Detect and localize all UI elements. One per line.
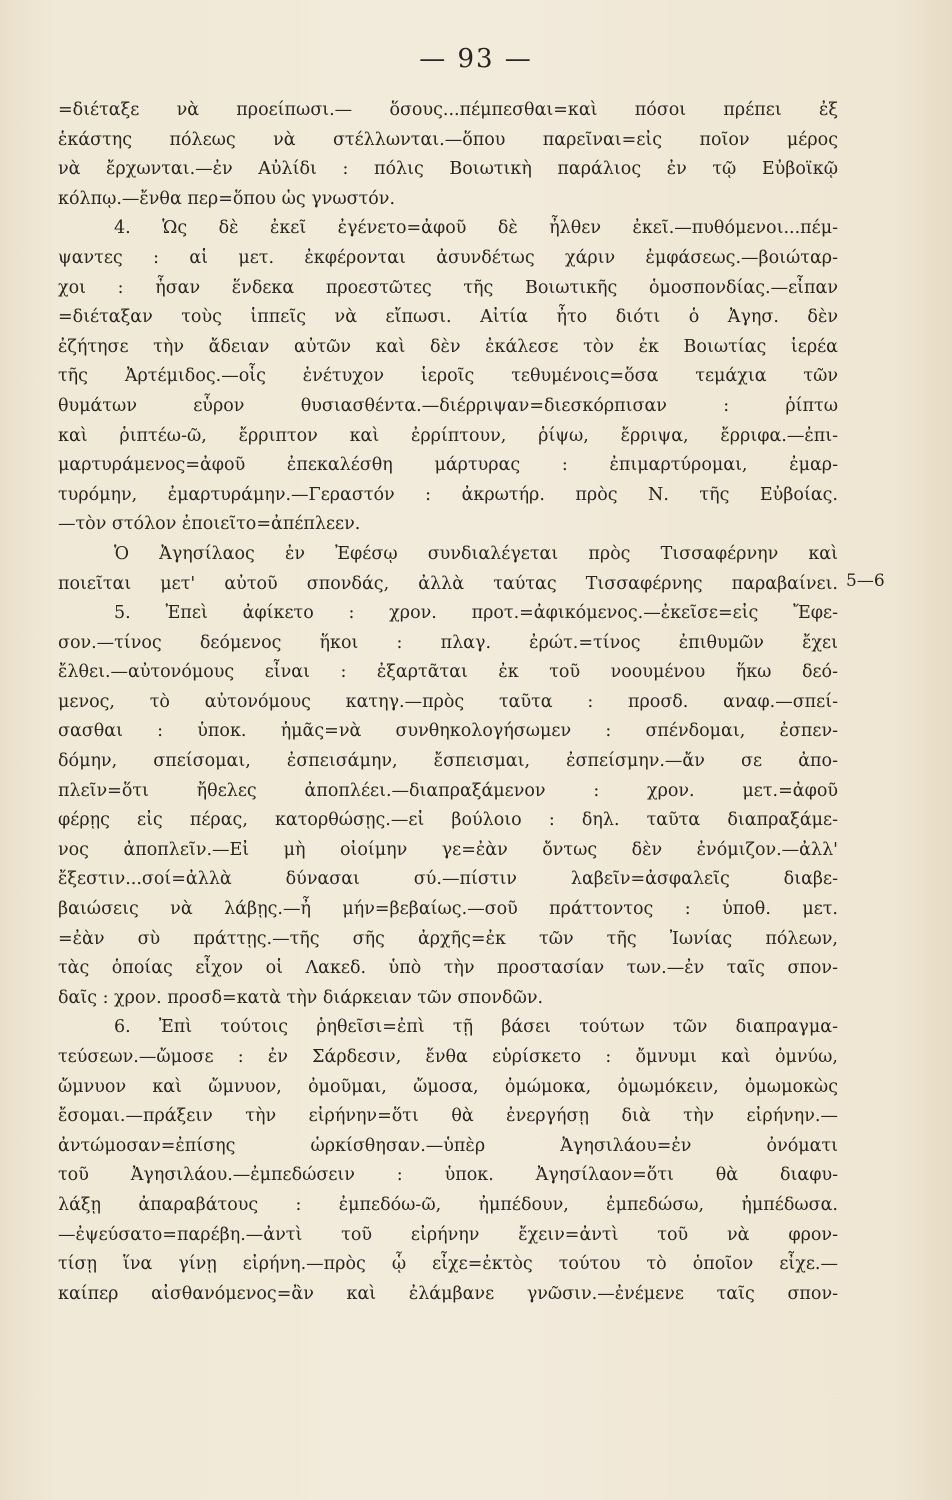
text-line: 6. Ἐπὶ τούτοις ῥηθεῖσι=ἐπὶ τῇ βάσει τούτων τῶν διαπραγμα-: [114, 1017, 838, 1038]
text-line: μενος, τὸ αὐτονόμους κατηγ.—πρὸς ταῦτα : προσδ. αναφ.—σπεί-: [58, 691, 838, 712]
text-line: σον.—τίνος δεόμενος ἥκοι : πλαγ. ἐρώτ.=τίνος ἐπιθυμῶν ἔχει: [58, 632, 838, 653]
text-line: πλεῖν=ὅτι ἤθελες ἀποπλέει.—διαπραξάμενον : χρον. μετ.=ἀφοῦ: [58, 780, 838, 801]
text-line: μαρτυράμενος=ἀφοῦ ἐπεκαλέσθη μάρτυρας : ἐπιμαρτύρομαι, ἐμαρ-: [58, 455, 838, 476]
text-line: ἔλθει.—αὐτονόμους εἶναι : ἐξαρτᾶται ἐκ τοῦ νοουμένου ἥκω δεό-: [58, 662, 838, 683]
text-line: νος ἀποπλεῖν.—Εἰ μὴ οἰοίμην γε=ἐὰν ὄντως δὲν ἐνόμιζον.—ἀλλ': [58, 839, 838, 860]
text-line: τοῦ Ἀγησιλάου.—ἐμπεδώσειν : ὑποκ. Ἀγησίλαον=ὅτι θὰ διαφυ-: [58, 1165, 838, 1186]
text-line: Ὁ Ἀγησίλαος ἐν Ἐφέσῳ συνδιαλέγεται πρὸς Τισσαφέρνην καὶ: [114, 543, 838, 564]
text-line: ὤμνυον καὶ ὤμνυον, ὀμοῦμαι, ὤμοσα, ὀμώμοκα, ὀμωμόκειν, ὀμωμοκὼς: [58, 1076, 838, 1097]
text-line: ἔξεστιν...σοί=ἀλλὰ δύνασαι σύ.—πίστιν λαβεῖν=ἀσφαλεῖς διαβε-: [58, 869, 838, 890]
text-line: ἔσομαι.—πράξειν τὴν εἰρήνην=ὅτι θὰ ἐνεργήσῃ διὰ τὴν εἰρήνην.—: [58, 1106, 838, 1127]
text-line: ἑκάστης πόλεως νὰ στέλλωνται.—ὅπου παρεῖναι=εἰς ποῖον μέρος: [58, 129, 838, 150]
text-line: καίπερ αἰσθανόμενος=ἂν καὶ ἐλάμβανε γνῶσιν.—ἐνέμενε ταῖς σπον-: [58, 1283, 838, 1304]
text-line: βαιώσεις νὰ λάβῃς.—ἦ μήν=βεβαίως.—σοῦ πράττοντος : ὑποθ. μετ.: [58, 899, 838, 920]
text-line: δαῖς : χρον. προσδ=κατὰ τὴν διάρκειαν τῶν σπονδῶν.: [58, 987, 544, 1008]
text-line: καὶ ῥιπτέω-ῶ, ἔρριπτον καὶ ἐρρίπτουν, ῥίψω, ἔρριψα, ἔρριφα.—ἐπι-: [58, 425, 838, 446]
text-line: κόλπῳ.—ἔνθα περ=ὅπου ὡς γνωστόν.: [58, 188, 396, 209]
text-body: [58, 96, 838, 1309]
text-line: λάξῃ ἀπαραβάτους : ἐμπεδόω-ῶ, ἠμπέδουν, ἐμπεδώσω, ἠμπέδωσα.: [58, 1194, 838, 1215]
text-line: 4. Ὡς δὲ ἐκεῖ ἐγένετο=ἀφοῦ δὲ ἦλθεν ἐκεῖ.—πυθόμενοι...πέμ-: [114, 218, 838, 239]
text-line: τῆς Ἀρτέμιδος.—οἷς ἐνέτυχον ἱεροῖς τεθυμένοις=ὅσα τεμάχια τῶν: [58, 366, 838, 387]
text-line: φέρῃς εἰς πέρας, κατορθώσῃς.—εἰ βούλοιο : δηλ. ταῦτα διαπραξάμε-: [58, 810, 838, 831]
text-line: =διέταξε νὰ προείπωσι.— ὅσους...πέμπεσθαι=καὶ πόσοι πρέπει ἐξ: [58, 100, 838, 120]
text-line: —ἐψεύσατο=παρέβη.—ἀντὶ τοῦ εἰρήνην ἔχειν=ἀντὶ τοῦ νὰ φρον-: [58, 1224, 838, 1245]
text-line: ποιεῖται μετ' αὐτοῦ σπονδάς, ἀλλὰ ταύτας Τισσαφέρνης παραβαίνει.: [58, 573, 838, 594]
text-line: τὰς ὁποίας εἶχον οἱ Λακεδ. ὑπὸ τὴν προστασίαν των.—ἐν ταῖς σπον-: [58, 958, 838, 979]
text-line: τίσῃ ἵνα γίνῃ εἰρήνη.—πρὸς ᾧ εἶχε=ἐκτὸς τούτου τὸ ὁποῖον εἶχε.—: [58, 1254, 838, 1275]
text-line: δόμην, σπείσομαι, ἐσπεισάμην, ἔσπεισμαι, ἐσπείσμην.—ἄν σε ἀπο-: [58, 751, 838, 772]
text-line: χοι : ἦσαν ἕνδεκα προεστῶτες τῆς Βοιωτικῆς ὁμοσπονδίας.—εἶπαν: [58, 277, 838, 298]
text-line: 5. Ἐπεὶ ἀφίκετο : χρον. προτ.=ἀφικόμενος.—ἐκεῖσε=εἰς Ἔφε-: [114, 603, 838, 624]
text-line: ψαντες : αἱ μετ. ἐκφέρονται ἀσυνδέτως χάριν ἐμφάσεως.—βοιώταρ-: [58, 247, 838, 268]
page-number: — 93 —: [419, 44, 533, 74]
text-line: =ἐὰν σὺ πράττῃς.—τῆς σῆς ἀρχῆς=ἐκ τῶν τῆς Ἰωνίας πόλεων,: [58, 928, 838, 949]
text-line: ἀντώμοσαν=ἐπίσης ὡρκίσθησαν.—ὑπὲρ Ἀγησιλάου=ἐν ὀνόματι: [58, 1135, 838, 1156]
text-line: —τὸν στόλον ἐποιεῖτο=ἀπέπλεεν.: [58, 514, 361, 535]
text-line: θυμάτων εὗρον θυσιασθέντα.—διέρριψαν=διεσκόρπισαν : ῥίπτω: [58, 395, 838, 416]
text-line: νὰ ἔρχωνται.—ἐν Αὐλίδι : πόλις Βοιωτικὴ παράλιος ἐν τῷ Εὐβοϊκῷ: [58, 159, 838, 180]
text-line: =διέταξαν τοὺς ἱππεῖς νὰ εἴπωσι. Αἰτία ἦτο διότι ὁ Ἀγησ. δὲν: [58, 307, 838, 328]
text-line: σασθαι : ὑποκ. ἡμᾶς=νὰ συνθηκολογήσωμεν : σπένδομαι, ἐσπεν-: [58, 721, 838, 742]
text-line: ἐζήτησε τὴν ἄδειαν αὐτῶν καὶ δὲν ἐκάλεσε τὸν ἐκ Βοιωτίας ἱερέα: [58, 336, 838, 357]
margin-line-marker: 5—6: [846, 571, 885, 591]
text-line: τυρόμην, ἐμαρτυράμην.—Γεραστόν : ἀκρωτήρ. πρὸς Ν. τῆς Εὐβοίας.: [58, 484, 838, 505]
text-line: τεύσεων.—ὤμοσε : ἐν Σάρδεσιν, ἔνθα εὑρίσκετο : ὄμνυμι καὶ ὀμνύω,: [58, 1047, 838, 1067]
